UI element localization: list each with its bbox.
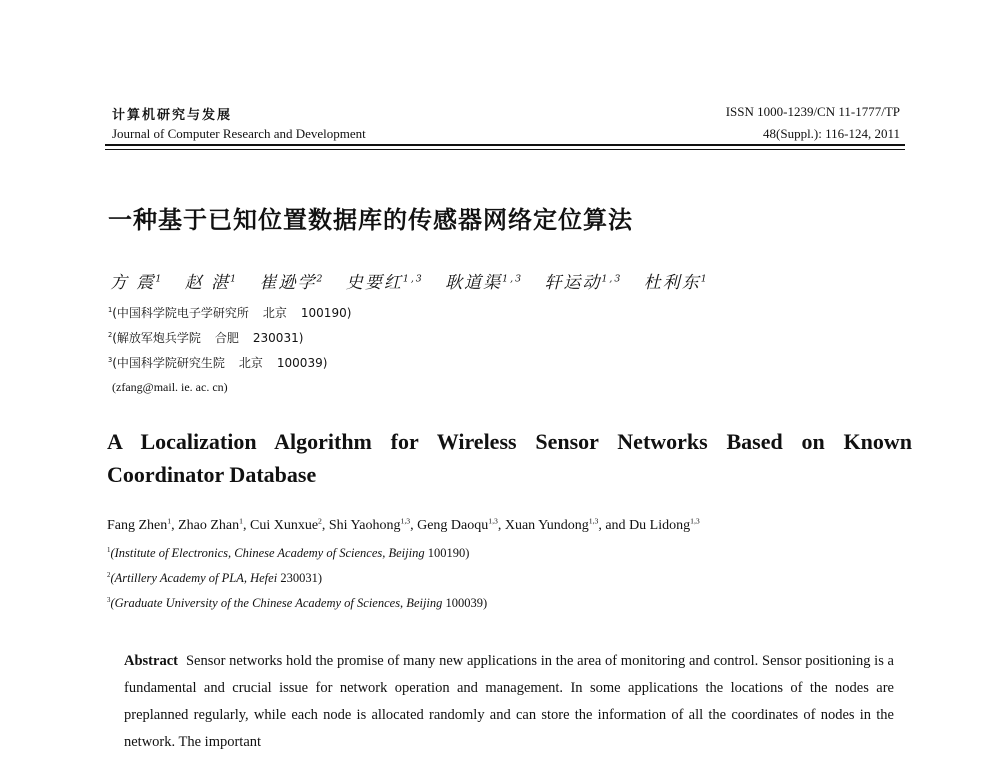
paper-title-en: A Localization Algorithm for Wireless Sensor Networks Based on Known Coordinator Database <box>107 429 912 487</box>
journal-name-en: Journal of Computer Research and Development <box>112 126 366 141</box>
affiliation-cn: $^3$(中国科学院研究生院 北京 100039) <box>108 356 328 370</box>
author-cn: 方 震$^1$ <box>110 273 164 293</box>
author-list-en <box>107 518 700 534</box>
journal-name-cn: 计算机研究与发展 <box>112 108 233 123</box>
author-en: Xuan Yundong$^{1,3}$, and <box>504 516 630 533</box>
abstract-label: Abstract <box>124 653 178 669</box>
affiliation-en: $^1$(Institute of Electronics, Chinese Academy of Sciences, Beijing 100190) <box>107 546 470 560</box>
abstract <box>124 648 894 756</box>
header-rule-thin <box>105 149 905 150</box>
affiliation-cn: $^2$(解放军炮兵学院 合肥 230031) <box>108 331 304 345</box>
author-cn: 赵 湛$^1$ <box>184 273 239 293</box>
contact-email: (zfang@mail. ie. ac. cn) <box>112 380 228 394</box>
affiliation-en: $^2$(Artillery Academy of PLA, Hefei 230031) <box>107 571 322 585</box>
affiliation-en: $^3$(Graduate University of the Chinese Academy of Sciences, Beijing 100039) <box>107 596 488 610</box>
author-cn: 史要红$^{1,3}$ <box>345 273 424 293</box>
paper-title-cn: 一种基于已知位置数据库的传感器网络定位算法 <box>108 206 633 234</box>
author-cn: 杜利东$^1$ <box>643 273 709 293</box>
author-cn: 崔逊学$^2$ <box>259 273 325 293</box>
issn-line: ISSN 1000-1239/CN 11-1777/TP <box>725 104 900 119</box>
author-en: Du Lidong$^{1,3}$ <box>629 516 700 533</box>
volume-pages: 48(Suppl.): 116-124, 2011 <box>763 126 900 141</box>
author-en: Geng Daoqu$^{1,3}$, <box>417 516 505 533</box>
author-list-cn <box>110 268 723 293</box>
author-cn: 耿道渠$^{1,3}$ <box>445 273 524 293</box>
header-rule-thick <box>105 144 905 146</box>
abstract-text: Sensor networks hold the promise of many new applications in the area of monitoring and control. Sensor positioning is a fundamental and crucial issue for network operation and management. In some applications the locations of the nodes are preplanned regularly, while each node is allocated randomly and can store the information of all the coordinates of nodes in the network. The important <box>124 653 894 750</box>
author-en: Fang Zhen$^1$, <box>107 516 179 533</box>
author-cn: 轩运动$^{1,3}$ <box>544 273 623 293</box>
author-en: Zhao Zhan$^1$, <box>178 516 250 533</box>
affiliation-cn: $^1$(中国科学院电子学研究所 北京 100190) <box>108 306 352 320</box>
author-en: Shi Yaohong$^{1,3}$, <box>328 516 418 533</box>
author-en: Cui Xunxue$^2$, <box>249 516 329 533</box>
